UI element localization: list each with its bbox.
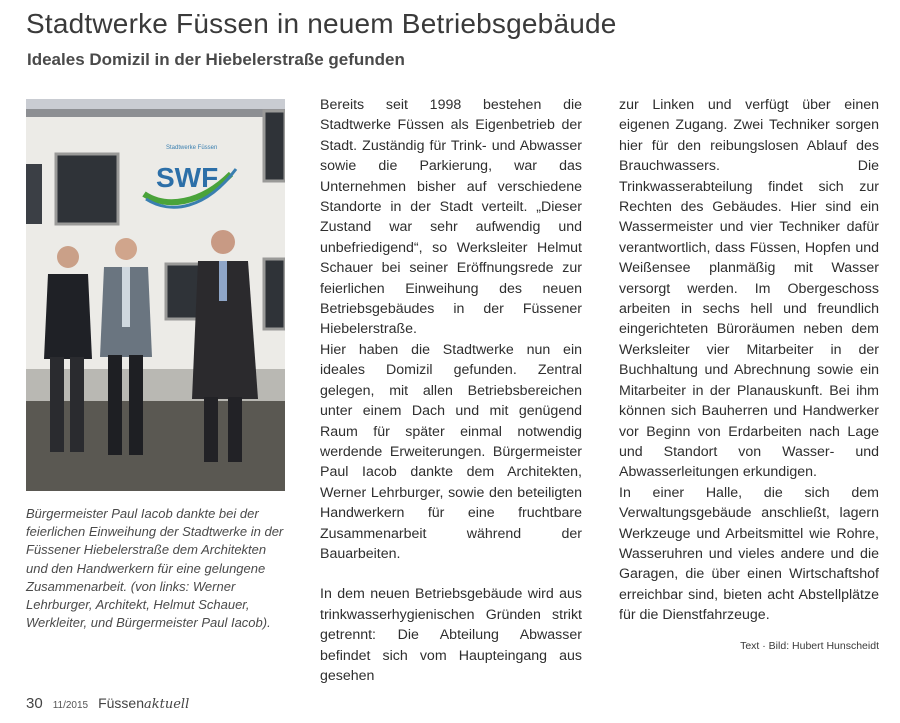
page-number: 30 xyxy=(26,695,43,712)
paragraph: zur Linken und verfügt über einen eigenen Zugang. Zwei Techniker sorgen hier für den reibungslosen Ablauf des Brauchwassers. Die Trinkwasserabteilung findet sich zur Rechten des Gebäudes. Hier sind ein Wassermeister und vier Techniker dafür verantwortlich, dass Füssen, Hopfen und Weißensee planmäßig mit Wasser versorgt werden. Im Obergeschoss arbeiten in sechs hell und freundlich eingerichteten Büroräumen neben dem Werksleiter vier Mitarbeiter in der Buchhaltung und Abrechnung sowie ein Mitarbeiter in der Planauskunft. Bei ihm können sich Bauherren und Handwerker vor Beginn von Erdarbeiten nach Lage und Standort von Wasser- und Abwasserleitungen erkundigen. xyxy=(619,97,879,481)
article-subheadline: Ideales Domizil in der Hiebelerstraße gefunden xyxy=(27,50,405,69)
magazine-name: Füssen xyxy=(98,695,145,711)
photo-illustration xyxy=(26,99,285,491)
article-column-2 xyxy=(619,95,879,626)
magazine-name-script: aktuell xyxy=(144,697,190,712)
paragraph: Bereits seit 1998 bestehen die Stadtwerke Füssen als Eigenbetrieb der Stadt. Zuständig für Trink- und Abwasser sowie die Parkierung, war das Unternehmen bisher auf verschiedene Standorte in der Stadt verteilt. „Dieser Zustand war sehr aufwendig und unbefriedigend“, so Werksleiter Helmut Schauer bei seiner Eröffnungsrede zur feierlichen Einweihung des neuen Betriebsgebäudes in der Füssener Hiebelerstraße. xyxy=(320,97,582,338)
magazine-logo xyxy=(98,695,189,713)
paragraph: Hier haben die Stadtwerke nun ein ideales Domizil gefunden. Zentral gelegen, mit allen Betriebsbereichen unter einem Dach und mit genügend Raum für später einmal notwendig werdende Erweiterungen. Bürgermeister Paul Iacob dankte dem Architekten, Werner Lehrburger, sowie den beteiligten Handwerkern für eine fruchtbare Zusammenarbeit während der Bauarbeiten. xyxy=(320,341,582,562)
photo-caption: Bürgermeister Paul Iacob dankte bei der feierlichen Einweihung der Stadtwerke in der Füssener Hiebelerstraße dem Architekten und den Handwerkern für eine gelungene Zusammenarbeit. (von links: Werner Lehrburger, Architekt, Helmut Schauer, Werkleiter, und Bürgermeister Paul Iacob). xyxy=(26,506,284,631)
article-photo xyxy=(26,99,285,491)
building-logo: SWF xyxy=(156,162,219,193)
issue-date: 11/2015 xyxy=(52,700,89,711)
paragraph: In dem neuen Betriebsgebäude wird aus trinkwasserhygienischen Gründen strikt getrennt: Die Abteilung Abwasser befindet sich vom Haupteingang aus gesehen xyxy=(320,586,582,684)
paragraph: In einer Halle, die sich dem Verwaltungsgebäude anschließt, lagern Werkzeuge und Arbeitsmittel wie Rohre, Wasseruhren und vieles andere und die Garagen, die über einen Wirtschaftshof erreichbar sind, bieten acht Abstellplätze für die Dienstfahrzeuge. xyxy=(619,484,879,624)
photo-credit: Text · Bild: Hubert Hunscheidt xyxy=(740,640,879,652)
article-headline: Stadtwerke Füssen in neuem Betriebsgebäude xyxy=(26,8,617,39)
building-sign-text: Stadtwerke Füssen xyxy=(166,145,218,151)
page-footer xyxy=(26,695,189,715)
article-column-1 xyxy=(320,95,582,686)
